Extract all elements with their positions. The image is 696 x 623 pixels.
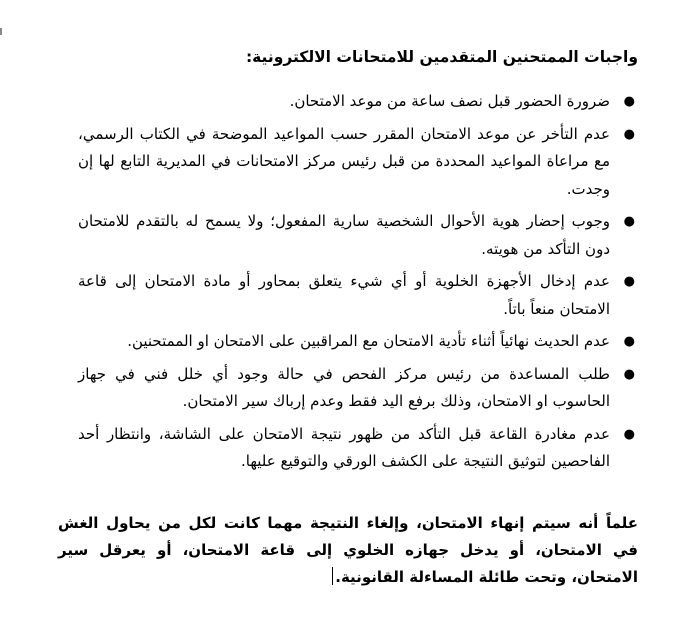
list-item-text: طلب المساعدة من رئيس مركز الفحص في حالة وجود أي خلل فني في جهاز الحاسوب او الامتحان، وذلك برفع اليد فقط وعدم إرباك سير الامتحان. (78, 364, 610, 410)
bullet-icon: ● (623, 426, 635, 442)
bullet-icon: ● (623, 274, 635, 289)
legal-note-text: علماً أنه سيتم إنهاء الامتحان، وإلغاء النتيجة مهما كانت لكل من يحاول الغش في الامتحان، أو يدخل جهازه الخلوي إلى قاعة الامتحان، أو يعرقل سير الامتحان، وتحت طائلة المساءلة القانونية. (58, 514, 638, 586)
list-item-text: عدم إدخال الأجهزة الخلوية أو أي شيء يتعلق بمحاور أو مادة الامتحان إلى قاعة الامتحان منعاً باتاً. (78, 272, 610, 318)
list-item (78, 421, 638, 476)
list-item (78, 208, 638, 263)
legal-note (58, 510, 638, 591)
bullet-icon: ● (623, 334, 635, 349)
list-item-text: وجوب إحضار هوية الأحوال الشخصية سارية المفعول؛ ولا يسمح له بالتقدم للامتحان دون التأكد من هويته. (78, 212, 610, 258)
bullet-icon: ● (623, 126, 635, 142)
list-item-text: عدم مغادرة القاعة قبل التأكد من ظهور نتيجة الامتحان على الشاشة، وانتظار أحد الفاحصين لتوثيق النتيجة على الكشف الورقي والتوقيع عليها. (78, 424, 610, 470)
list-item (78, 121, 638, 204)
text-cursor (332, 567, 333, 585)
list-item (78, 88, 638, 116)
list-item-text: عدم الحديث نهائياً أثناء تأدية الامتحان مع المراقبين على الامتحان او الممتحنين. (127, 332, 610, 350)
duties-list (78, 88, 638, 481)
margin-marker (0, 28, 2, 35)
bullet-icon: ● (623, 366, 635, 382)
list-item-text: عدم التأخر عن موعد الامتحان المقرر حسب المواعيد الموضحة في الكتاب الرسمي، مع مراعاة المواعيد المحددة من قبل رئيس مركز الامتحانات في المديرية التابع لها إن وجدت. (78, 124, 610, 198)
bullet-icon: ● (623, 214, 635, 229)
list-item (78, 361, 638, 416)
list-item (78, 268, 638, 323)
document-title: واجبات الممتحنين المتقدمين للامتحانات الالكترونية: (245, 48, 638, 66)
list-item (78, 328, 638, 356)
bullet-icon: ● (623, 94, 635, 109)
list-item-text: ضرورة الحضور قبل نصف ساعة من موعد الامتحان. (289, 92, 610, 110)
